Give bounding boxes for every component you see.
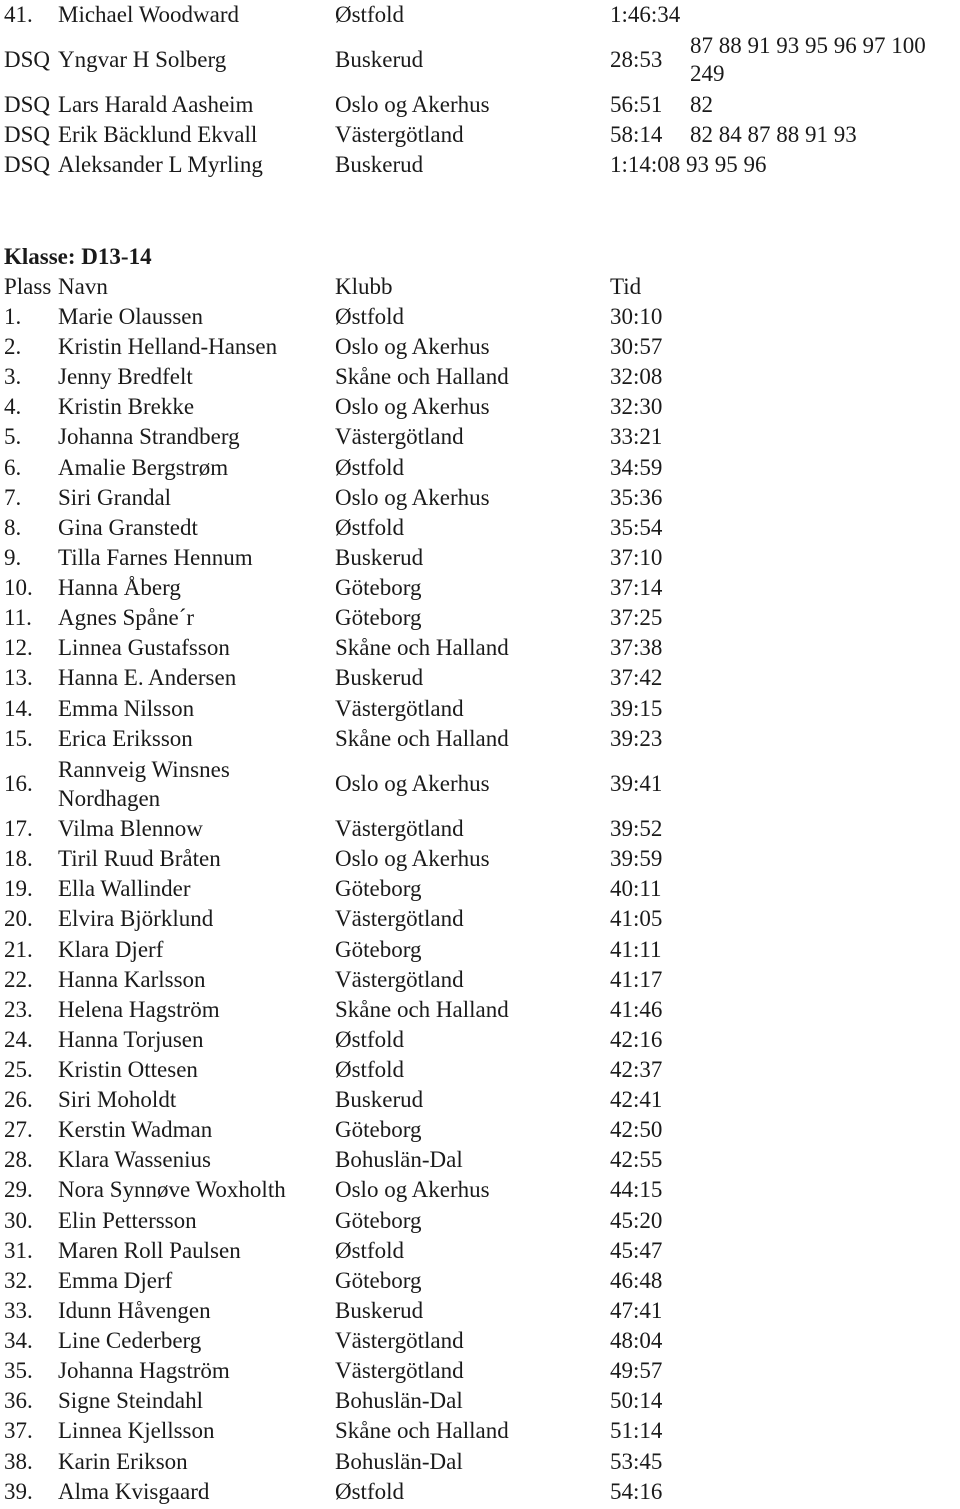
time: 50:14 — [610, 1388, 663, 1413]
place: 24. — [4, 1027, 33, 1052]
runner-name: Hanna Karlsson — [58, 967, 206, 992]
runner-name: Elvira Björklund — [58, 906, 214, 931]
time: 48:04 — [610, 1328, 663, 1353]
result-row — [0, 1416, 960, 1446]
club: Västergötland — [335, 906, 464, 931]
result-row — [0, 483, 960, 513]
place: 38. — [4, 1449, 33, 1474]
club: Oslo og Akerhus — [335, 485, 490, 510]
place: 5. — [4, 424, 22, 449]
time: 42:55 — [610, 1147, 663, 1172]
place: 17. — [4, 816, 33, 841]
time: 41:05 — [610, 906, 663, 931]
club: Østfold — [335, 1479, 404, 1504]
time: 42:16 — [610, 1027, 663, 1052]
runner-name: Hanna Torjusen — [58, 1027, 204, 1052]
club: Oslo og Akerhus — [335, 92, 490, 117]
place: 3. — [4, 364, 22, 389]
runner-name: Erik Bäcklund Ekvall — [58, 122, 258, 147]
time: 53:45 — [610, 1449, 663, 1474]
club: Oslo og Akerhus — [335, 1177, 490, 1202]
club: Oslo og Akerhus — [335, 771, 490, 796]
place: 33. — [4, 1298, 33, 1323]
club: Göteborg — [335, 1208, 422, 1233]
club: Østfold — [335, 455, 404, 480]
runner-name: Hanna E. Andersen — [58, 665, 237, 690]
result-row — [0, 995, 960, 1025]
place: 36. — [4, 1388, 33, 1413]
club: Skåne och Halland — [335, 1418, 509, 1443]
runner-name: Hanna Åberg — [58, 575, 181, 600]
result-row — [0, 1356, 960, 1386]
result-row — [0, 694, 960, 724]
missing-controls-note: 93 95 96 — [686, 152, 767, 177]
time: 39:52 — [610, 816, 663, 841]
club: Buskerud — [335, 665, 424, 690]
result-row — [0, 1236, 960, 1266]
result-row — [0, 935, 960, 965]
result-row — [0, 1477, 960, 1507]
place: 25. — [4, 1057, 33, 1082]
place: 8. — [4, 515, 22, 540]
result-row — [0, 453, 960, 483]
club: Skåne och Halland — [335, 726, 509, 751]
time: 45:47 — [610, 1238, 663, 1263]
time: 37:38 — [610, 635, 663, 660]
place: DSQ — [4, 92, 51, 117]
place: 29. — [4, 1177, 33, 1202]
club: Västergötland — [335, 424, 464, 449]
place: 22. — [4, 967, 33, 992]
place: 30. — [4, 1208, 33, 1233]
time: 41:46 — [610, 997, 663, 1022]
note-line: 87 88 91 93 95 96 97 100 — [690, 33, 926, 58]
place: 28. — [4, 1147, 33, 1172]
place: DSQ — [4, 152, 51, 177]
club: Østfold — [335, 515, 404, 540]
result-row — [0, 603, 960, 633]
column-header-row — [0, 272, 960, 302]
note-line: 249 — [690, 61, 725, 86]
runner-name: Nora Synnøve Woxholth — [58, 1177, 286, 1202]
place: 9. — [4, 545, 22, 570]
place: 2. — [4, 334, 22, 359]
club: Göteborg — [335, 605, 422, 630]
place: 7. — [4, 485, 22, 510]
time: 45:20 — [610, 1208, 663, 1233]
club: Oslo og Akerhus — [335, 394, 490, 419]
runner-name: Elin Pettersson — [58, 1208, 197, 1233]
runner-name: Line Cederberg — [58, 1328, 202, 1353]
result-row — [0, 663, 960, 693]
club: Västergötland — [335, 816, 464, 841]
time: 42:41 — [610, 1087, 663, 1112]
runner-name: Michael Woodward — [58, 2, 240, 27]
result-row — [0, 573, 960, 603]
result-row — [0, 302, 960, 332]
name-line: Nordhagen — [58, 786, 161, 811]
runner-name: Lars Harald Aasheim — [58, 92, 254, 117]
runner-name: Jenny Bredfelt — [58, 364, 193, 389]
runner-name: Klara Wassenius — [58, 1147, 211, 1172]
time: 30:10 — [610, 304, 663, 329]
result-row — [0, 513, 960, 543]
time: 33:21 — [610, 424, 663, 449]
result-row — [0, 1326, 960, 1356]
result-row — [0, 1447, 960, 1477]
result-row — [0, 332, 960, 362]
result-row — [0, 90, 960, 120]
result-row — [0, 30, 960, 90]
time: 37:14 — [610, 575, 663, 600]
place: 12. — [4, 635, 33, 660]
runner-name: Yngvar H Solberg — [58, 47, 227, 72]
time: 39:23 — [610, 726, 663, 751]
result-row — [0, 0, 960, 30]
name-line: Rannveig Winsnes — [58, 757, 230, 782]
class-heading: Klasse: D13-14 — [4, 244, 152, 269]
result-row — [0, 120, 960, 150]
place: 37. — [4, 1418, 33, 1443]
club: Göteborg — [335, 1268, 422, 1293]
club: Oslo og Akerhus — [335, 846, 490, 871]
time: 39:41 — [610, 771, 663, 796]
place: DSQ — [4, 47, 51, 72]
place: 39. — [4, 1479, 33, 1504]
result-row — [0, 874, 960, 904]
time: 46:48 — [610, 1268, 663, 1293]
result-row — [0, 362, 960, 392]
place: 26. — [4, 1087, 33, 1112]
time: 1:14:08 — [610, 152, 681, 177]
runner-name: Klara Djerf — [58, 937, 164, 962]
time: 39:15 — [610, 696, 663, 721]
time: 49:57 — [610, 1358, 663, 1383]
club: Buskerud — [335, 1298, 424, 1323]
runner-name: Signe Steindahl — [58, 1388, 204, 1413]
time: 1:46:34 — [610, 2, 681, 27]
place: 41. — [4, 2, 33, 27]
place: 32. — [4, 1268, 33, 1293]
runner-name: Linnea Gustafsson — [58, 635, 230, 660]
time: 37:10 — [610, 545, 663, 570]
place: 13. — [4, 665, 33, 690]
place: 23. — [4, 997, 33, 1022]
header-name: Navn — [58, 274, 108, 299]
place: 1. — [4, 304, 22, 329]
runner-name — [58, 754, 334, 815]
missing-controls-note — [690, 30, 960, 92]
place: 20. — [4, 906, 33, 931]
result-row — [0, 1175, 960, 1205]
place: 4. — [4, 394, 22, 419]
club: Bohuslän-Dal — [335, 1388, 463, 1413]
club: Bohuslän-Dal — [335, 1147, 463, 1172]
runner-name: Vilma Blennow — [58, 816, 203, 841]
time: 58:14 — [610, 122, 663, 147]
club: Västergötland — [335, 1358, 464, 1383]
runner-name: Johanna Hagström — [58, 1358, 230, 1383]
place: 31. — [4, 1238, 33, 1263]
time: 28:53 — [610, 47, 663, 72]
time: 56:51 — [610, 92, 663, 117]
club: Østfold — [335, 304, 404, 329]
club: Buskerud — [335, 47, 424, 72]
club: Västergötland — [335, 967, 464, 992]
time: 40:11 — [610, 876, 662, 901]
result-row — [0, 1266, 960, 1296]
place: 21. — [4, 937, 33, 962]
club: Skåne och Halland — [335, 997, 509, 1022]
place: 16. — [4, 771, 33, 796]
club: Västergötland — [335, 1328, 464, 1353]
place: 34. — [4, 1328, 33, 1353]
runner-name: Emma Nilsson — [58, 696, 195, 721]
runner-name: Erica Eriksson — [58, 726, 193, 751]
club: Bohuslän-Dal — [335, 1449, 463, 1474]
runner-name: Helena Hagström — [58, 997, 220, 1022]
time: 51:14 — [610, 1418, 663, 1443]
runner-name: Tiril Ruud Bråten — [58, 846, 221, 871]
runner-name: Kristin Ottesen — [58, 1057, 198, 1082]
result-row — [0, 633, 960, 663]
runner-name: Aleksander L Myrling — [58, 152, 263, 177]
result-row — [0, 1206, 960, 1236]
club: Buskerud — [335, 152, 424, 177]
place: 10. — [4, 575, 33, 600]
time: 41:17 — [610, 967, 663, 992]
time: 35:36 — [610, 485, 663, 510]
runner-name: Linnea Kjellsson — [58, 1418, 215, 1443]
time: 30:57 — [610, 334, 663, 359]
club: Østfold — [335, 2, 404, 27]
club: Buskerud — [335, 1087, 424, 1112]
runner-name: Maren Roll Paulsen — [58, 1238, 241, 1263]
club: Göteborg — [335, 1117, 422, 1142]
time: 37:42 — [610, 665, 663, 690]
runner-name: Ella Wallinder — [58, 876, 191, 901]
result-row — [0, 1115, 960, 1145]
club: Västergötland — [335, 696, 464, 721]
runner-name: Kristin Brekke — [58, 394, 195, 419]
time: 34:59 — [610, 455, 663, 480]
club: Østfold — [335, 1238, 404, 1263]
place: 18. — [4, 846, 33, 871]
header-place: Plass — [4, 274, 52, 299]
result-row — [0, 422, 960, 452]
place: DSQ — [4, 122, 51, 147]
result-row — [0, 724, 960, 754]
club: Göteborg — [335, 575, 422, 600]
time: 47:41 — [610, 1298, 663, 1323]
time: 44:15 — [610, 1177, 663, 1202]
result-row — [0, 814, 960, 844]
club: Göteborg — [335, 876, 422, 901]
runner-name: Siri Moholdt — [58, 1087, 177, 1112]
club: Østfold — [335, 1057, 404, 1082]
result-row — [0, 1055, 960, 1085]
time: 32:08 — [610, 364, 663, 389]
time: 41:11 — [610, 937, 662, 962]
missing-controls-note: 82 84 87 88 91 93 — [690, 122, 857, 147]
time: 39:59 — [610, 846, 663, 871]
runner-name: Tilla Farnes Hennum — [58, 545, 253, 570]
club: Skåne och Halland — [335, 635, 509, 660]
time: 42:50 — [610, 1117, 663, 1142]
place: 6. — [4, 455, 22, 480]
runner-name: Kerstin Wadman — [58, 1117, 213, 1142]
place: 19. — [4, 876, 33, 901]
result-row — [0, 543, 960, 573]
club: Göteborg — [335, 937, 422, 962]
place: 27. — [4, 1117, 33, 1142]
result-row — [0, 965, 960, 995]
result-row — [0, 1296, 960, 1326]
runner-name: Gina Granstedt — [58, 515, 198, 540]
result-row — [0, 904, 960, 934]
place: 35. — [4, 1358, 33, 1383]
runner-name: Siri Grandal — [58, 485, 172, 510]
result-row — [0, 1386, 960, 1416]
header-club: Klubb — [335, 274, 393, 299]
runner-name: Alma Kvisgaard — [58, 1479, 210, 1504]
place: 15. — [4, 726, 33, 751]
runner-name: Emma Djerf — [58, 1268, 173, 1293]
club: Västergötland — [335, 122, 464, 147]
time: 32:30 — [610, 394, 663, 419]
header-time: Tid — [610, 274, 642, 299]
result-row — [0, 1085, 960, 1115]
time: 54:16 — [610, 1479, 663, 1504]
time: 35:54 — [610, 515, 663, 540]
runner-name: Kristin Helland-Hansen — [58, 334, 278, 359]
result-row — [0, 150, 960, 180]
time: 37:25 — [610, 605, 663, 630]
runner-name: Amalie Bergstrøm — [58, 455, 229, 480]
time: 42:37 — [610, 1057, 663, 1082]
result-row — [0, 844, 960, 874]
result-row — [0, 754, 960, 814]
place: 11. — [4, 605, 32, 630]
club: Buskerud — [335, 545, 424, 570]
club: Oslo og Akerhus — [335, 334, 490, 359]
result-row — [0, 1145, 960, 1175]
runner-name: Idunn Håvengen — [58, 1298, 211, 1323]
missing-controls-note: 82 — [690, 92, 713, 117]
result-row — [0, 392, 960, 422]
runner-name: Agnes Spåne´r — [58, 605, 195, 630]
runner-name: Johanna Strandberg — [58, 424, 240, 449]
place: 14. — [4, 696, 33, 721]
club: Skåne och Halland — [335, 364, 509, 389]
result-row — [0, 1025, 960, 1055]
runner-name: Karin Erikson — [58, 1449, 188, 1474]
runner-name: Marie Olaussen — [58, 304, 203, 329]
club: Østfold — [335, 1027, 404, 1052]
